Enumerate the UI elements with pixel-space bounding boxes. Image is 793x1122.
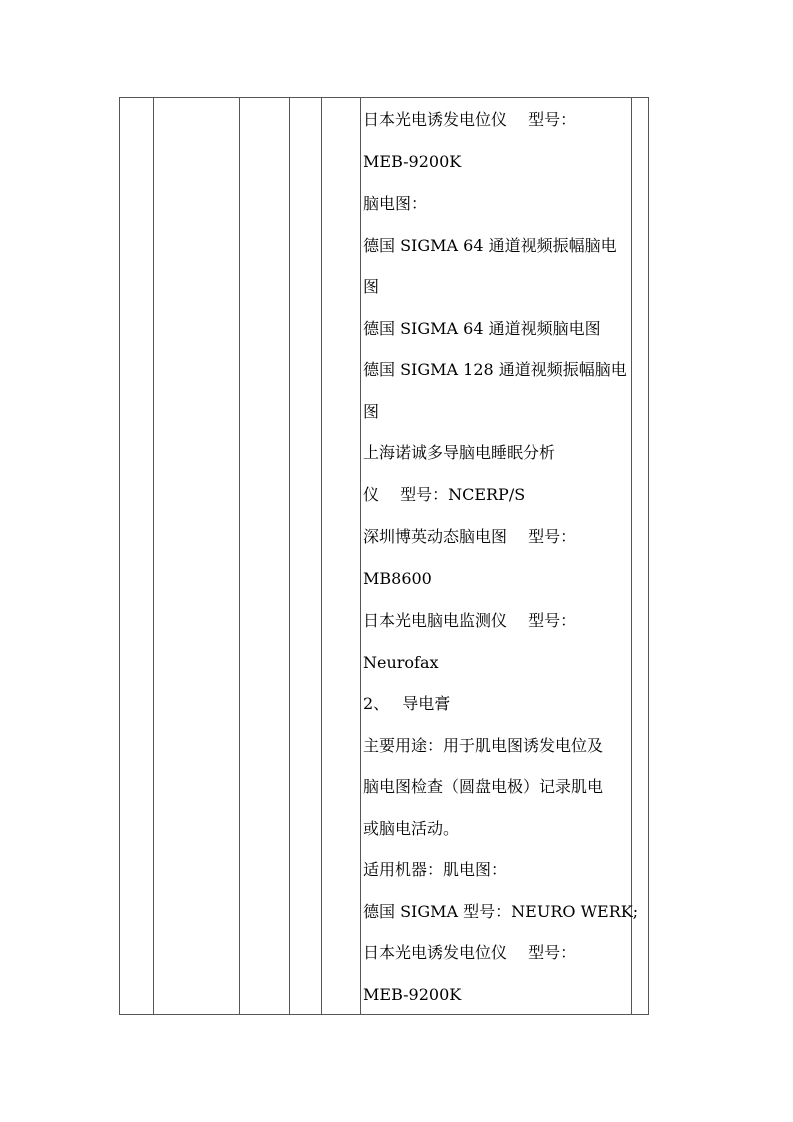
column-divider-4	[321, 98, 322, 1014]
column-divider-3	[289, 98, 290, 1014]
column-divider-5	[360, 98, 361, 1014]
text-line: 深圳博英动态脑电图 型号：	[363, 527, 577, 546]
text-line: 脑电图检查（圆盘电极）记录肌电	[363, 777, 604, 796]
text-line: 日本光电诱发电位仪 型号：	[363, 943, 577, 962]
text-line: 仪 型号：NCERP/S	[363, 485, 526, 504]
text-line: 或脑电活动。	[363, 819, 460, 838]
text-line: 脑电图：	[363, 194, 428, 213]
column-divider-1	[153, 98, 154, 1014]
document-table	[119, 97, 649, 1015]
text-line: 日本光电诱发电位仪 型号：	[363, 110, 577, 129]
text-line: Neurofax	[363, 653, 439, 672]
text-line: 图	[363, 402, 380, 421]
text-line: 德国 SIGMA 型号：NEURO WERK;	[363, 902, 639, 921]
column-divider-2	[239, 98, 240, 1014]
text-line: 德国 SIGMA 128 通道视频振幅脑电	[363, 360, 627, 379]
text-line: 2、 导电膏	[363, 694, 451, 713]
text-line: MB8600	[363, 569, 432, 588]
text-line: 日本光电脑电监测仪 型号：	[363, 611, 577, 630]
text-line: 主要用途：用于肌电图诱发电位及	[363, 736, 604, 755]
text-line: MEB-9200K	[363, 985, 462, 1004]
text-line: 适用机器：肌电图：	[363, 860, 508, 879]
column-divider-6	[631, 98, 632, 1014]
text-line: MEB-9200K	[363, 152, 462, 171]
text-line: 德国 SIGMA 64 通道视频脑电图	[363, 319, 601, 338]
text-line: 上海诺诚多导脑电睡眠分析	[363, 443, 556, 462]
text-line: 图	[363, 277, 380, 296]
text-line: 德国 SIGMA 64 通道视频振幅脑电	[363, 236, 617, 255]
